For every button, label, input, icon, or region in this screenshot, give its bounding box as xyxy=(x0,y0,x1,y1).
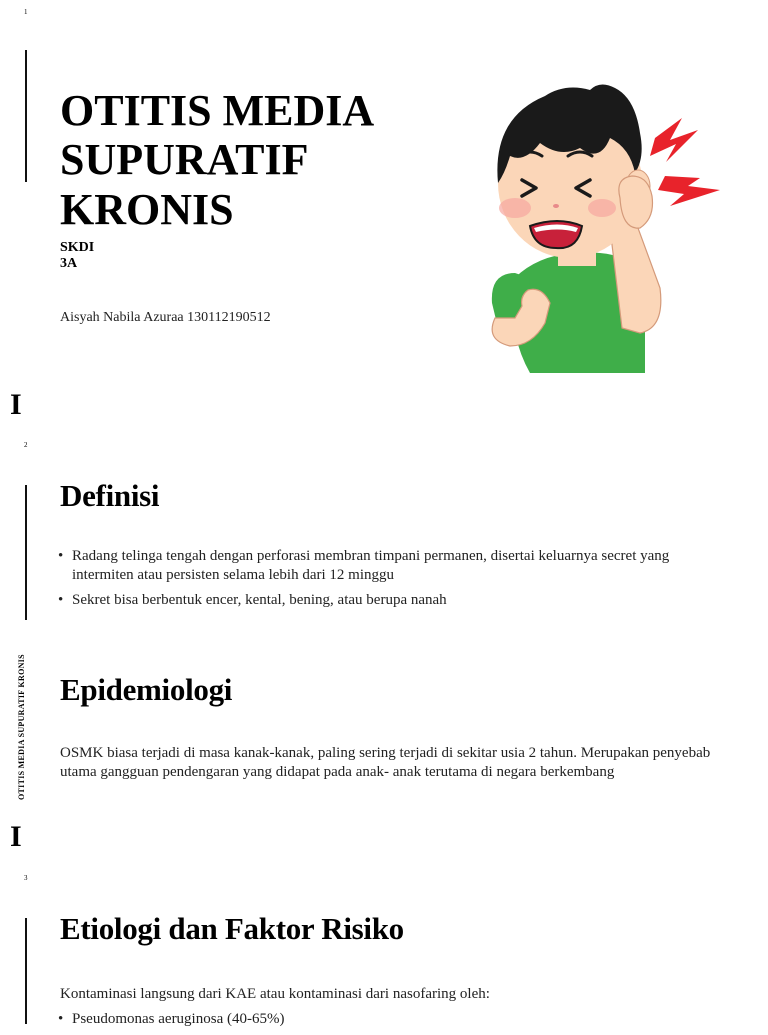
definisi-list xyxy=(58,547,718,615)
author-name: Aisyah Nabila Azuraa 130112190512 xyxy=(60,310,271,325)
page-number-1: 1 xyxy=(24,8,28,16)
page-number-3: 3 xyxy=(24,874,28,882)
page-number-2: 2 xyxy=(24,441,28,449)
etiologi-list xyxy=(58,1010,718,1035)
slide-separator-2: I xyxy=(10,820,22,853)
list-item: • Pseudomonas aeruginosa (40-65%) xyxy=(58,1010,718,1029)
accent-bar-1 xyxy=(25,50,27,182)
skdi-level: 3A xyxy=(60,256,78,272)
left-cheek xyxy=(499,198,531,218)
slide-title: OTITIS MEDIA SUPURATIF KRONIS xyxy=(60,86,372,234)
vertical-side-label: OTITIS MEDIA SUPURATIF KRONIS xyxy=(17,654,26,800)
definisi-heading: Definisi xyxy=(60,478,160,513)
accent-bar-3 xyxy=(25,918,27,1024)
epidemiologi-heading: Epidemiologi xyxy=(60,672,233,707)
earache-boy-illustration xyxy=(470,78,730,378)
right-cheek xyxy=(588,199,616,217)
slide-separator-1: I xyxy=(10,388,22,421)
etiologi-intro: Kontaminasi langsung dari KAE atau kontaminasi dari nasofaring oleh: xyxy=(60,986,490,1002)
list-item: • Sekret bisa berbentuk encer, kental, bening, atau berupa nanah xyxy=(58,591,718,610)
etiologi-heading: Etiologi dan Faktor Risiko xyxy=(60,911,404,946)
nose xyxy=(553,204,559,208)
list-item: • Radang telinga tengah dengan perforasi membran timpani permanen, disertai keluarnya secret yang intermiten atau persisten selama lebih dari 12 minggu xyxy=(58,547,718,585)
epidemiologi-text: OSMK biasa terjadi di masa kanak-kanak, paling sering terjadi di sekitar usia 2 tahun. Merupakan penyebab utama gangguan pendengaran yang didapat pada anak- anak terutama di negara berkembang xyxy=(60,745,711,780)
pain-lightning-icon-top xyxy=(650,118,698,162)
pain-lightning-icon-bottom xyxy=(658,176,720,206)
skdi-label: SKDI xyxy=(60,240,95,255)
accent-bar-2 xyxy=(25,485,27,620)
skdi-block xyxy=(60,240,94,272)
